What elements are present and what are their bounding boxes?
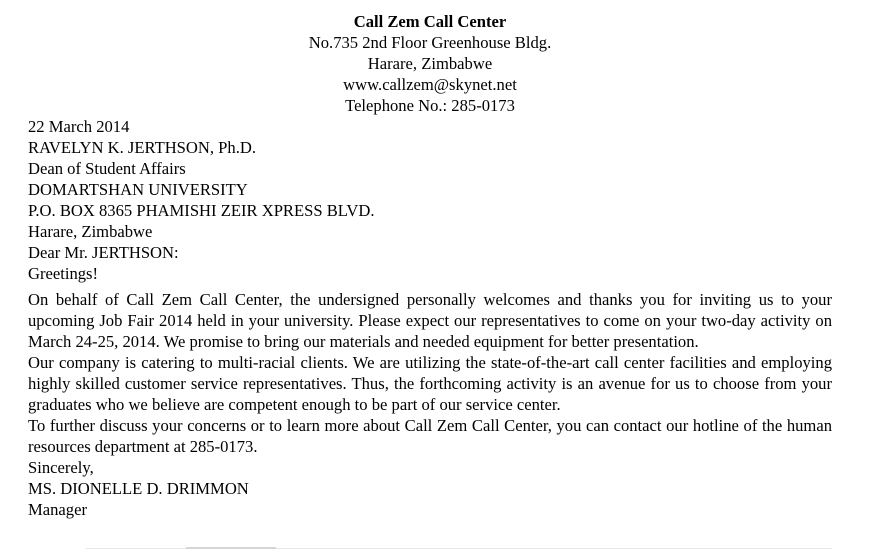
signer-name: MS. DIONELLE D. DRIMMON	[28, 479, 249, 498]
closing-block	[28, 457, 832, 520]
recipient-institution: DOMARTSHAN UNIVERSITY	[28, 180, 248, 199]
company-name: Call Zem Call Center	[353, 12, 507, 31]
body-paragraph-2: Our company is catering to multi-racial clients. We are utilizing the state-of-the-art call center facilities and employing highly skilled customer service representatives. Thus, the forthcoming activity is an avenue for us to choose from your graduates who we believe are competent enough to be part of our service center.	[28, 353, 832, 414]
recipient-address-line-2: Harare, Zimbabwe	[28, 222, 153, 241]
company-address-line-1: No.735 2nd Floor Greenhouse Bldg.	[308, 33, 552, 52]
letter-body	[28, 263, 832, 457]
recipient-name: RAVELYN K. JERTHSON, Ph.D.	[28, 138, 256, 157]
letter-page	[28, 11, 832, 520]
letterhead	[28, 11, 832, 116]
page-bottom-tab-divider	[186, 547, 276, 549]
recipient-block	[28, 116, 832, 263]
company-address-line-2: Harare, Zimbabwe	[367, 54, 493, 73]
company-website: www.callzem@skynet.net	[343, 75, 517, 94]
letter-date: 22 March 2014	[28, 117, 130, 136]
greeting: Greetings!	[28, 264, 99, 283]
recipient-title: Dean of Student Affairs	[28, 159, 186, 178]
body-paragraph-3: To further discuss your concerns or to learn more about Call Zem Call Center, you can contact our hotline of the human resources department at 285-0173.	[28, 416, 832, 456]
recipient-address-line-1: P.O. BOX 8365 PHAMISHI ZEIR XPRESS BLVD.	[28, 201, 375, 220]
salutation: Dear Mr. JERTHSON:	[28, 243, 179, 262]
body-paragraph-1: On behalf of Call Zem Call Center, the undersigned personally welcomes and thanks you for inviting us to your upcoming Job Fair 2014 held in your university. Please expect our representatives to come on your two-day activity on March 24-25, 2014. We promise to bring our materials and needed equipment for better presentation.	[28, 290, 832, 351]
company-telephone: Telephone No.: 285-0173	[345, 96, 515, 115]
valediction: Sincerely,	[28, 458, 94, 477]
signer-position: Manager	[28, 500, 87, 519]
